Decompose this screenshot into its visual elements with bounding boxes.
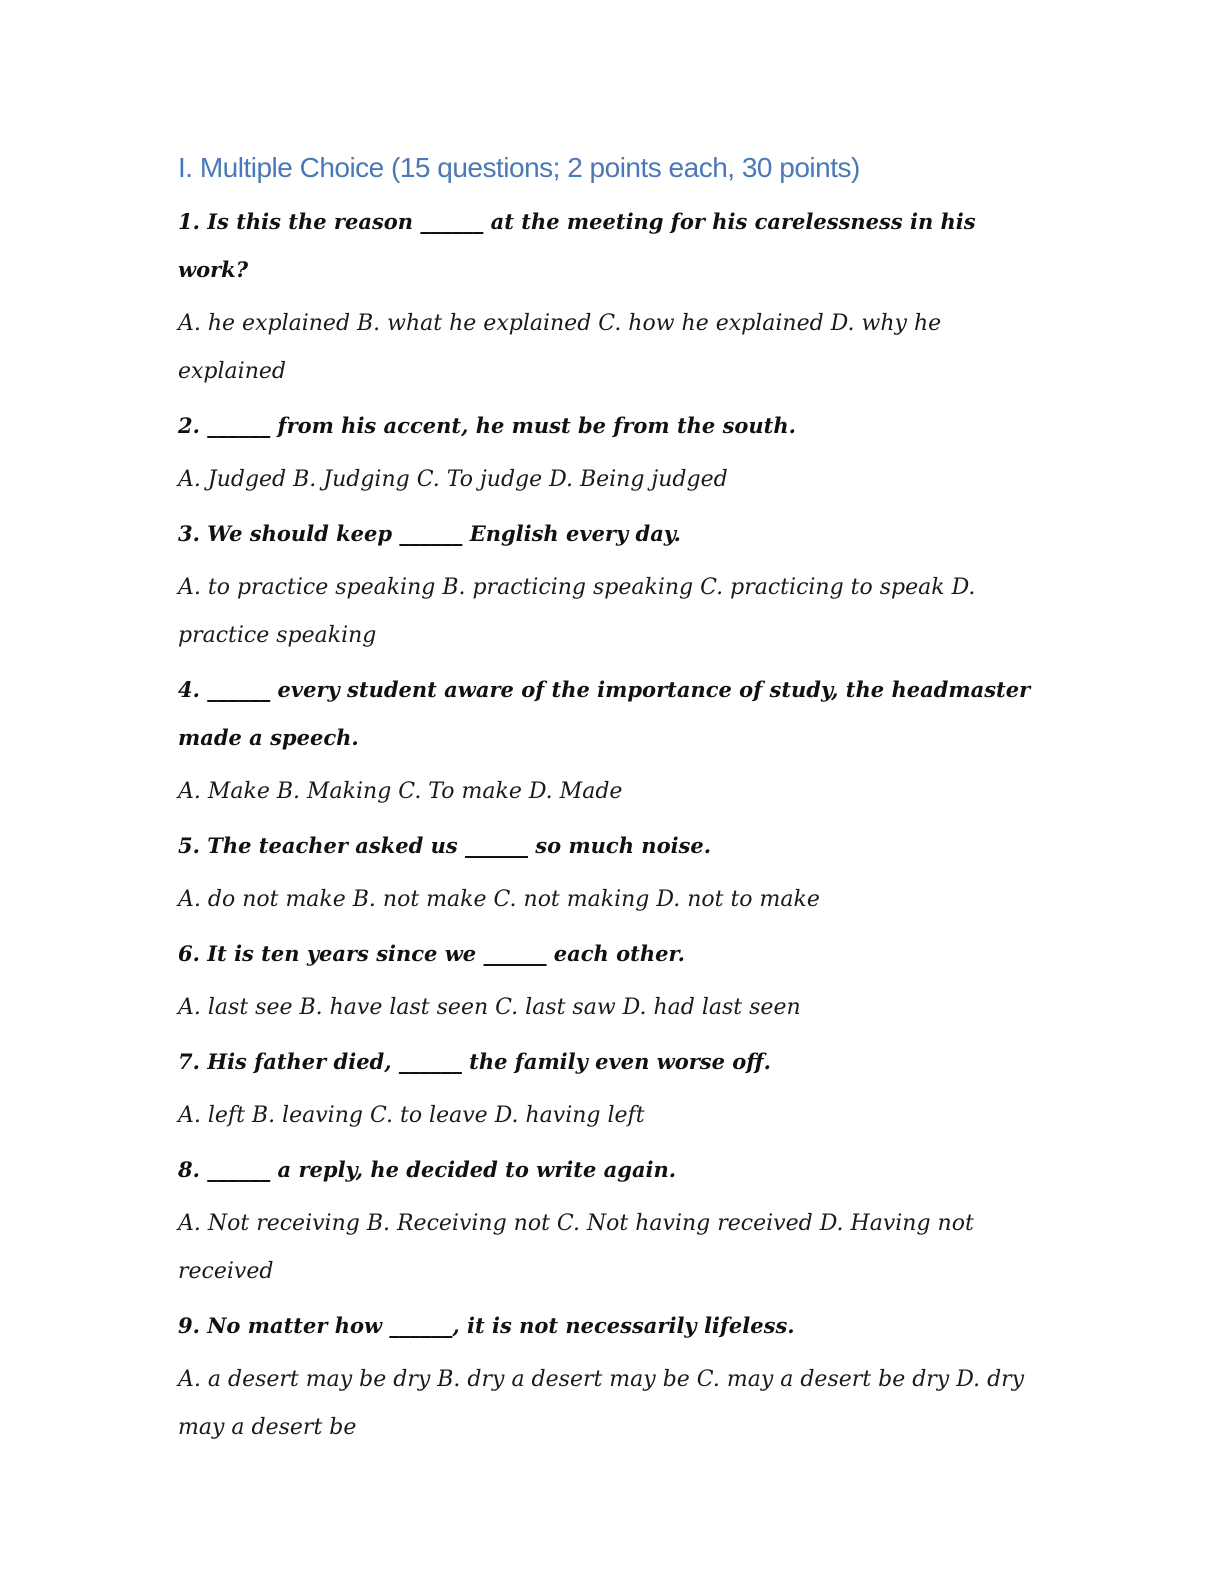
question-5 (178, 822, 1038, 924)
question-2 (178, 402, 1038, 504)
answer-options: A. a desert may be dry B. dry a desert may be C. may a desert be dry D. dry may a desert be (178, 1367, 1025, 1440)
exam-page (178, 148, 1038, 1458)
answer-options: A. Not receiving B. Receiving not C. Not having received D. Having not received (178, 1211, 974, 1284)
question-stem: 4. ______ every student aware of the importance of study, the headmaster made a speech. (178, 677, 1031, 750)
answer-options: A. last see B. have last seen C. last saw D. had last seen (178, 995, 801, 1020)
answer-options: A. he explained B. what he explained C. how he explained D. why he explained (178, 311, 942, 384)
answer-options: A. do not make B. not make C. not making D. not to make (178, 887, 820, 912)
answer-options: A. Judged B. Judging C. To judge D. Being judged (178, 467, 728, 492)
question-stem: 8. ______ a reply, he decided to write again. (178, 1157, 677, 1182)
answer-options: A. to practice speaking B. practicing speaking C. practicing to speak D. practice speaking (178, 575, 976, 648)
question-stem: 9. No matter how ______, it is not necessarily lifeless. (178, 1313, 795, 1338)
question-4 (178, 666, 1038, 816)
question-stem: 3. We should keep ______ English every day. (178, 521, 681, 546)
question-7 (178, 1038, 1038, 1140)
section-title: I. Multiple Choice (15 questions; 2 points each, 30 points) (178, 152, 860, 183)
question-stem: 6. It is ten years since we ______ each other. (178, 941, 685, 966)
question-1 (178, 198, 1038, 396)
question-stem: 2. ______ from his accent, he must be from the south. (178, 413, 796, 438)
question-8 (178, 1146, 1038, 1296)
question-stem: 5. The teacher asked us ______ so much noise. (178, 833, 712, 858)
question-6 (178, 930, 1038, 1032)
question-stem: 1. Is this the reason ______ at the meeting for his carelessness in his work? (178, 209, 976, 282)
question-stem: 7. His father died, ______ the family even worse off. (178, 1049, 771, 1074)
answer-options: A. Make B. Making C. To make D. Made (178, 779, 623, 804)
question-9 (178, 1302, 1038, 1452)
question-3 (178, 510, 1038, 660)
answer-options: A. left B. leaving C. to leave D. having left (178, 1103, 645, 1128)
